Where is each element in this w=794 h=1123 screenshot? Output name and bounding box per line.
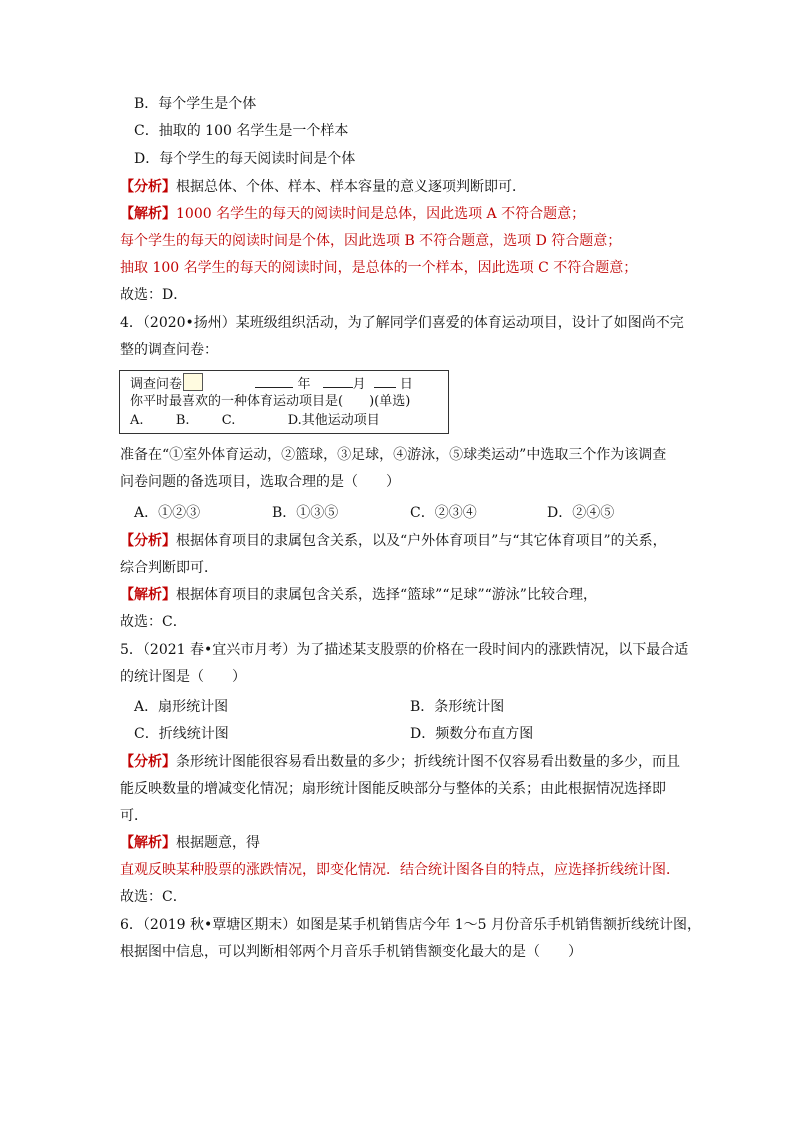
q3-answer: 故选：D．	[120, 287, 188, 303]
q3-option-b: B．每个学生是个体	[134, 96, 257, 112]
day-label: 日	[399, 377, 413, 392]
q4-option-c: C．②③④	[410, 505, 477, 521]
analysis-text: 根据总体、个体、样本、样本容量的意义逐项判断即可．	[176, 179, 526, 195]
solution-text: 1000 名学生的每天的阅读时间是总体，因此选项 A 不符合题意；	[176, 206, 586, 222]
solution-text: 根据体育项目的隶属包含关系，选择“篮球”“足球”“游泳”比较合理，	[176, 587, 597, 603]
q5-stem-line-2: 的统计图是（ ）	[120, 669, 246, 685]
q4-prompt-line-1: 准备在“①室外体育运动，②篮球，③足球，④游泳，⑤球类运动”中选取三个作为该调查	[120, 447, 667, 463]
questionnaire-title: 调查问卷	[130, 377, 183, 392]
solution-tag: 【解析】	[120, 587, 176, 603]
q6-stem-line-2: 根据图中信息，可以判断相邻两个月音乐手机销售额变化最大的是（ ）	[120, 944, 582, 960]
q5-analysis-line-2: 能反映数量的增减变化情况；扇形统计图能反映部分与整体的关系；由此根据情况选择即	[120, 781, 666, 797]
questionnaire-opt-a: A.	[130, 413, 144, 428]
q5-analysis-line-1	[120, 752, 680, 772]
questionnaire-opt-c: C.	[221, 413, 236, 428]
analysis-tag: 【分析】	[120, 179, 176, 195]
questionnaire-options	[130, 412, 380, 430]
questionnaire-question: 你平时最喜欢的一种体育运动项目是( )(单选)	[130, 394, 411, 409]
q3-analysis	[120, 177, 526, 197]
questionnaire-box	[119, 370, 449, 434]
q5-option-c: C．折线统计图	[134, 726, 229, 742]
questionnaire-opt-b: B.	[175, 413, 190, 428]
q5-solution-line-2: 直观反映某种股票的涨跌情况，即变化情况．结合统计图各自的特点，应选择折线统计图．	[120, 862, 680, 878]
q4-prompt-line-2: 问卷问题的备选项目，选取合理的是（ ）	[120, 474, 400, 490]
q4-answer: 故选：C．	[120, 614, 187, 630]
q4-option-d: D．②④⑤	[547, 505, 615, 521]
year-blank	[255, 373, 293, 388]
q3-solution-line-1	[120, 204, 585, 224]
analysis-tag: 【分析】	[120, 754, 176, 770]
q4-stem-line-2: 整的调查问卷：	[120, 342, 218, 358]
questionnaire-opt-d: D.其他运动项目	[287, 413, 380, 428]
q5-answer: 故选：C．	[120, 889, 187, 905]
month-label: 月	[352, 377, 366, 392]
q5-option-a: A．扇形统计图	[134, 699, 229, 715]
q4-analysis-line-2: 综合判断即可．	[120, 560, 218, 576]
year-label: 年	[297, 377, 311, 392]
analysis-text: 条形统计图能很容易看出数量的多少；折线统计图不仅容易看出数量的多少，而且	[176, 754, 680, 770]
q4-option-a: A．①②③	[134, 505, 201, 521]
blank-square-icon	[183, 373, 203, 391]
analysis-text: 根据体育项目的隶属包含关系，以及“户外体育项目”与“其它体育项目”的关系，	[176, 533, 667, 549]
q5-analysis-line-3: 可．	[120, 808, 148, 824]
day-blank	[374, 373, 396, 388]
q3-solution-line-2: 每个学生的每天的阅读时间是个体，因此选项 B 不符合题意，选项 D 符合题意；	[120, 233, 622, 249]
q4-stem-line-1: 4．（2020•扬州）某班级组织活动，为了解同学们喜爱的体育运动项目，设计了如图尚不完	[120, 315, 684, 331]
q4-analysis-line-1	[120, 531, 667, 551]
q4-option-b: B．①③⑤	[272, 505, 339, 521]
q5-solution-line-1	[120, 833, 260, 853]
q4-solution	[120, 585, 597, 605]
questionnaire-header	[130, 373, 413, 394]
q3-solution-line-3: 抽取 100 名学生的每天的阅读时间，是总体的一个样本，因此选项 C 不符合题意；	[120, 260, 638, 276]
solution-tag: 【解析】	[120, 835, 176, 851]
month-blank	[323, 373, 353, 388]
solution-tag: 【解析】	[120, 206, 176, 222]
q5-stem-line-1: 5．（2021 春•宜兴市月考）为了描述某支股票的价格在一段时间内的涨跌情况，以下最合适	[120, 642, 689, 658]
q3-option-d: D．每个学生的每天阅读时间是个体	[134, 151, 356, 167]
q5-option-d: D．频数分布直方图	[410, 726, 534, 742]
q6-stem-line-1: 6．（2019 秋•覃塘区期末）如图是某手机销售店今年 1～5 月份音乐手机销售额折线统计图，	[120, 917, 701, 933]
q3-option-c: C．抽取的 100 名学生是一个样本	[134, 123, 349, 139]
analysis-tag: 【分析】	[120, 533, 176, 549]
solution-text: 根据题意，得	[176, 835, 260, 851]
q5-option-b: B．条形统计图	[410, 699, 505, 715]
